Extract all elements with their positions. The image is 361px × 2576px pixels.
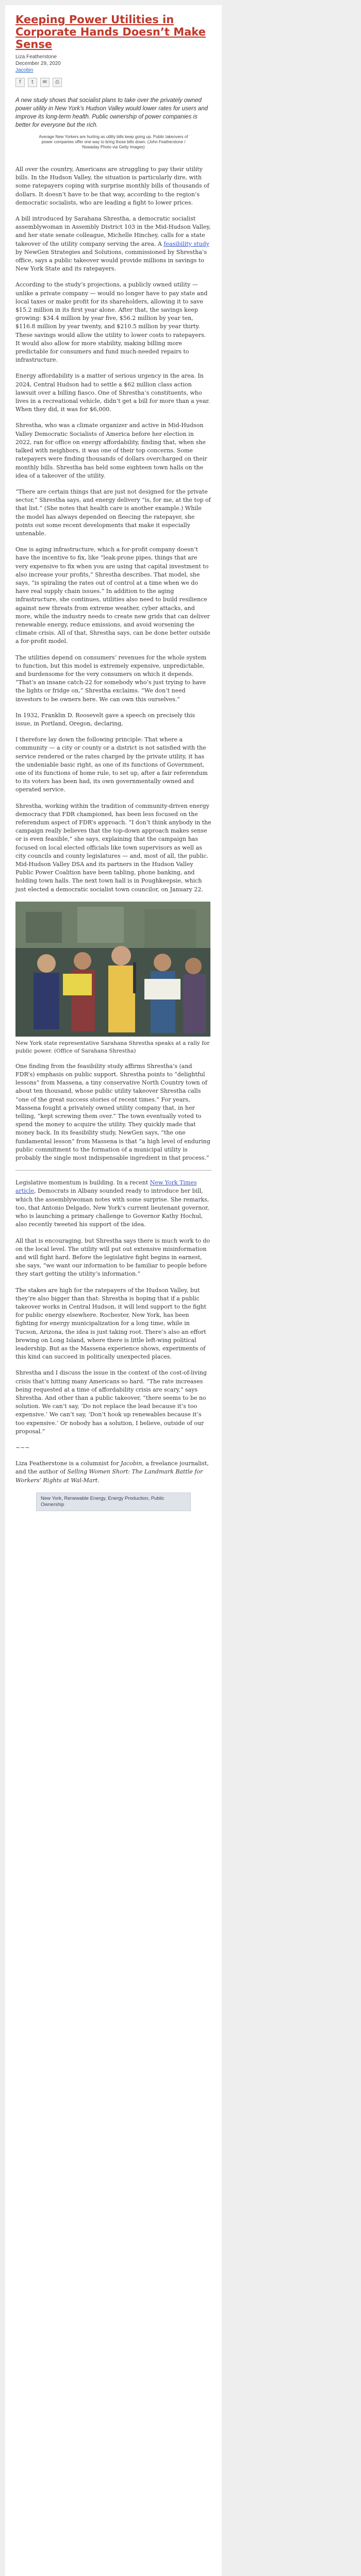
article-deck: A new study shows that socialist plans to take over the privately owned power utility in New York’s Hudson Valley would lower rates for users and improve its long-term health. Public ownership of power companies is better for everyone but the rich.: [15, 97, 208, 128]
hero-caption: Average New Yorkers are hurting as utility bills keep going up. Public takeovers of power companies offer one way to bring those bills down. (John Featherstone / Nowaday Photo via Getty Images): [39, 134, 188, 149]
article-title[interactable]: Keeping Power Utilities in Corporate Hands Doesn’t Make Sense: [15, 13, 206, 50]
print-icon[interactable]: ⎙: [53, 78, 62, 87]
rally-photo: [15, 902, 210, 1037]
paragraph: Energy affordability is a matter of serious urgency in the area. In 2024, Central Hudson had to settle a $62 million class action lawsuit over a billing fiasco. One of Shrestha’s constituents, who lives in a recreational vehicle, didn’t get a bill for more than a year. When they did, it was for $6,000.: [15, 372, 210, 413]
paragraph: Shrestha, who was a climate organizer and active in Mid-Hudson Valley Democratic Socialists of America before her election in 2022, ran for office on energy affordability, finding that, when she talked with neighbors, it was one of their top concerns. Some ratepayers were finding thousands of dollars overcharged on their monthly bills. Shrestha has held some eighteen town halls on the idea of a takeover of the utility.: [15, 422, 207, 479]
paragraph: The utilities depend on consumers’ revenues for the whole system to function, but this model is extremely expensive, unpredictable, and burdensome for the very consumers on which it depends. “That’s an insane catch-22 for somebody who’s just trying to have the lights or fridge on,” Shrestha exclaims. “We don’t need investors to be owners here. We can own this ourselves.”: [15, 654, 207, 703]
paragraph: Shrestha, working within the tradition of community-driven energy democracy that FDR championed, has been less focused on the referendum aspect of FDR’s approach. “I don’t think anybody in the campaign really believes that the top-down approach makes sense or is even feasible,” she says, explaining that the campaign has focused on local elected officials like town supervisors as well as city councils and county legislatures — and, most of all, the public. Mid-Hudson Valley DSA and its partners in the Hudson Valley Public Power Coalition have been tabling, phone banking, and holding town halls. The next town hall is in Poughkeepsie, which just elected a democratic socialist town councilor, on January 22.: [15, 802, 211, 893]
paragraph: I therefore lay down the following principle: That where a community — a city or county or a district is not satisfied with the service rendered or the rates charged by the private utility, it has the undeniable basic right, as one of its functions of Government, one of its functions of home rule, to set up, after a fair referendum to its voters has been had, its own governmentally owned and operated service.: [15, 736, 208, 793]
paragraph: The stakes are high for the ratepayers of the Hudson Valley, but they’re also bigger than that: Shrestha is hoping that if a public takeover works in Central Hudson, it will lend support to the fight for public energy elsewhere. Rochester, New York, has been fighting for energy municipalization for a long time, while in Tucson, Arizona, the idea is just taking root. There’s also an effort brewing on Long Island, where there is little left-wing political leadership. But as the Massena experience shows, experiments of this kind can succeed in politically unexpected places.: [15, 1286, 206, 1361]
article-card: [5, 5, 222, 2576]
paragraph: One is aging infrastructure, which a for-profit company doesn’t have the incentive to fix, like “leak-prone pipes, things that are very expensive to fix when you are using that capital investment to also increase your profits,” Shrestha describes. That model, she says, “is spiraling the rates out of control at a time when we do have real supply chain issues.” In addition to the aging infrastructure, she continues, utilities also need to build resilience against new threats from extreme weather, cyber attacks, and more, while the industry needs to create new grids that can deliver renewable energy, reduce emissions, and avoid worsening the climate crisis. All of that, Shrestha says, can be done better outside a for-profit model.: [15, 546, 210, 645]
paragraph: All over the country, Americans are struggling to pay their utility bills. In the Hudson Valley, the situation is particularly dire, with some ratepayers coping with surprise monthly bills of thousands of dollars. It doesn’t have to be that way, according to the region’s democratic socialists, who are leading a fight to lower prices.: [15, 166, 209, 206]
email-icon[interactable]: ✉: [40, 78, 50, 87]
paragraph: All that is encouraging, but Shrestha says there is much work to do on the local level. The utility will put out extensive misinformation and will fight hard. Before the legislative fight begins in earnest, she says, “we want our information to be familiar to people before they start getting the utility’s information.”: [15, 1237, 210, 1278]
paragraph: One finding from the feasibility study affirms Shrestha’s (and FDR’s) emphasis on public support. Shrestha points to “delightful lessons” from Massena, a tiny conservative North Country town of about ten thousand, whose public utility takeover Shrestha calls “one of the great success stories of recent times.” For years, Massena fought a privately owned utility company that, in her telling, “kept screwing them over.” The town eventually voted to spend the money to acquire the utility. They quickly made that money back. In its feasibility study, NewGen says, “the one fundamental lesson” from Massena is that “a high level of enduring public commitment to the formation of a municipal utility is probably the single most indispensable ingredient in that process.”: [15, 1062, 210, 1162]
article-body: [15, 165, 211, 1485]
author-bio: Liza Featherstone is a columnist for Jacobin, a freelance journalist, and the author of Selling Women Short: The Landmark Battle for Workers’ Rights at Wal-Mart.: [15, 1460, 209, 1484]
paragraph: According to the study’s projections, a publicly owned utility — unlike a private company — would no longer have to pay state and local taxes or make profit for its shareholders, allowing it to save $15.2 million in its first year alone. After that, the savings keep growing: $34.4 million by year five, $56.2 million by year ten, $116.8 million by year twenty, and $210.5 million by year thirty. These savings would allow the utility to lower costs to ratepayers. It would also allow for more stability, making billing more predictable for consumers and fund much-needed repairs to infrastructure.: [15, 281, 208, 364]
paragraph: In 1932, Franklin D. Roosevelt gave a speech on precisely this issue, in Portland, Oregon, declaring,: [15, 711, 195, 727]
photo-caption: New York state representative Sarahana Shrestha speaks at a rally for public power. (Office of Sarahana Shrestha): [15, 1040, 210, 1054]
rally-photo-illustration: [15, 902, 210, 1037]
paragraph: “There are certain things that are just not designed for the private sector,” Shrestha says, and energy delivery “is, for me, at the top of that list.” (She notes that health care is another example.) While the model has always depended on fleecing the ratepayer, she points out some recent developments that make it especially untenable.: [15, 488, 211, 537]
twitter-icon[interactable]: t: [28, 78, 37, 87]
tag-list[interactable]: New York, Renewable Energy, Energy Production, Public Ownership: [36, 1493, 191, 1511]
section-divider: [15, 1170, 211, 1171]
facebook-icon[interactable]: f: [15, 78, 25, 87]
study-link[interactable]: feasibility study: [163, 240, 209, 247]
paragraph: A bill introduced by Sarahana Shrestha, a democratic socialist assemblywoman in Assembly District 103 in the Mid-Hudson Valley, and her state senate colleague, Michelle Hinchey, calls for a state takeover of the utility company serving the area. A feasibility study by NewGen Strategies and Solutions, commissioned by Shrestha’s office, says a public takeover would provide millions in savings to New York State and its ratepayers.: [15, 215, 211, 273]
share-bar: [15, 78, 211, 87]
paragraph: Legislative momentum is building. In a recent New York Times article, Democrats in Albany sounded ready to introduce her bill, which the assemblywoman notes with some surprise. She remarks, too, that Antonio Delgado, New York’s current lieutenant governor, who is launching a primary challenge to Governor Kathy Hochul, also recently tweeted his support of the idea.: [15, 1179, 209, 1228]
paragraph: Shrestha and I discuss the issue in the context of the cost-of-living crisis that’s hitting many Americans so hard. “The rate increases being requested at a time of affordability crisis are scary,” says Shrestha. And other than a public takeover, “there seems to be no solution. We can’t say, ‘Do not replace the lead because it’s too expensive.’ We can’t say, ‘Don’t hook up renewables because it’s too expensive.’ Or nobody has a solution, I believe, outside of our proposal.”: [15, 1369, 207, 1435]
nyt-article-link[interactable]: New York Times article: [15, 1179, 197, 1195]
author-name: Liza Featherstone: [15, 54, 57, 60]
separator: ~~~: [15, 1444, 30, 1451]
publish-date: December 29, 2020: [15, 61, 61, 66]
section-link[interactable]: Jacobin: [15, 67, 34, 73]
article-meta: [15, 54, 211, 74]
